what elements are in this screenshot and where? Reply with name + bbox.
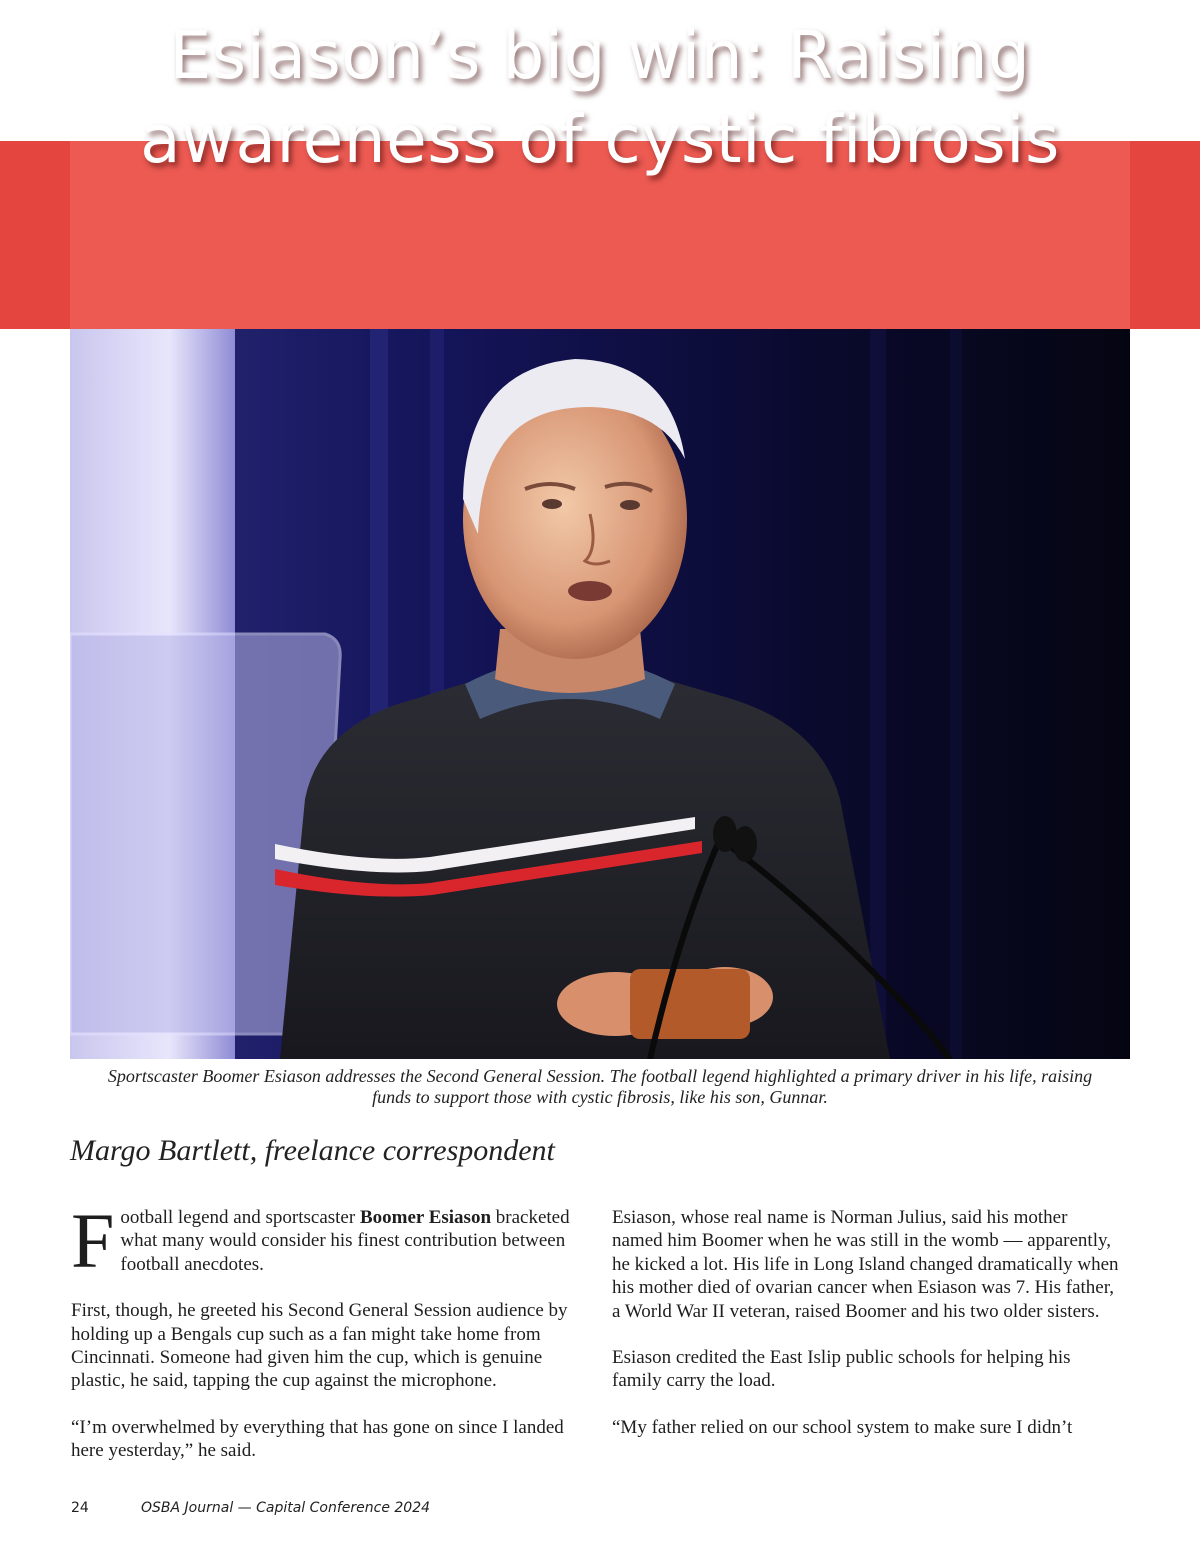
article-paragraph: Esiason, whose real name is Norman Julius, said his mother named him Boomer when he was still in the womb — apparently, he kicked a lot. His life in Long Island changed dramatically when his mother died of ovarian cancer when Esiason was 7. His father, a World War II veteran, raised Boomer and his two older sisters. [612,1207,1119,1322]
photo-caption-line-2: funds to support those with cystic fibrosis, like his son, Gunnar. [372,1087,828,1107]
drop-cap: F [71,1197,115,1284]
article-text: ootball legend and sportscaster [120,1207,360,1228]
article-column-left [71,1197,591,1486]
article-paragraph: “I’m overwhelmed by everything that has gone on since I landed here yesterday,” he said. [71,1416,564,1462]
article-title [0,14,1200,182]
article-title-line-1: Esiason’s big win: Raising [169,17,1031,94]
photo-caption-line-1: Sportscaster Boomer Esiason addresses the Second General Session. The football legend highlighted a primary driver in his life, raising [107,1066,1093,1086]
article-text: bracketed what many would consider his finest contribution between football anecdotes. [120,1207,570,1275]
photo-caption [70,1066,1130,1108]
byline: Margo Bartlett, freelance correspondent [70,1134,555,1167]
article-title-line-2: awareness of cystic fibrosis [140,101,1060,178]
article-photo [70,329,1130,1059]
article-paragraph: Esiason credited the East Islip public schools for helping his family carry the load. [612,1347,1071,1392]
article-paragraph: “My father relied on our school system to make sure I didn’t [612,1416,1073,1438]
article-name-bold: Boomer Esiason [359,1207,492,1228]
article-paragraph: First, though, he greeted his Second General Session audience by holding up a Bengals cup such as a fan might take home from Cincinnati. Someone had given him the cup, which is genuine plastic, he said, tapping the cup against the microphone. [71,1300,568,1392]
publication-name: OSBA Journal — Capital Conference 2024 [141,1500,431,1516]
page-footer [71,1500,671,1516]
page-number: 24 [71,1500,89,1516]
speaker-photo-illustration [70,329,1130,1059]
article-paragraph [71,1197,591,1284]
article-column-right [612,1206,1122,1462]
